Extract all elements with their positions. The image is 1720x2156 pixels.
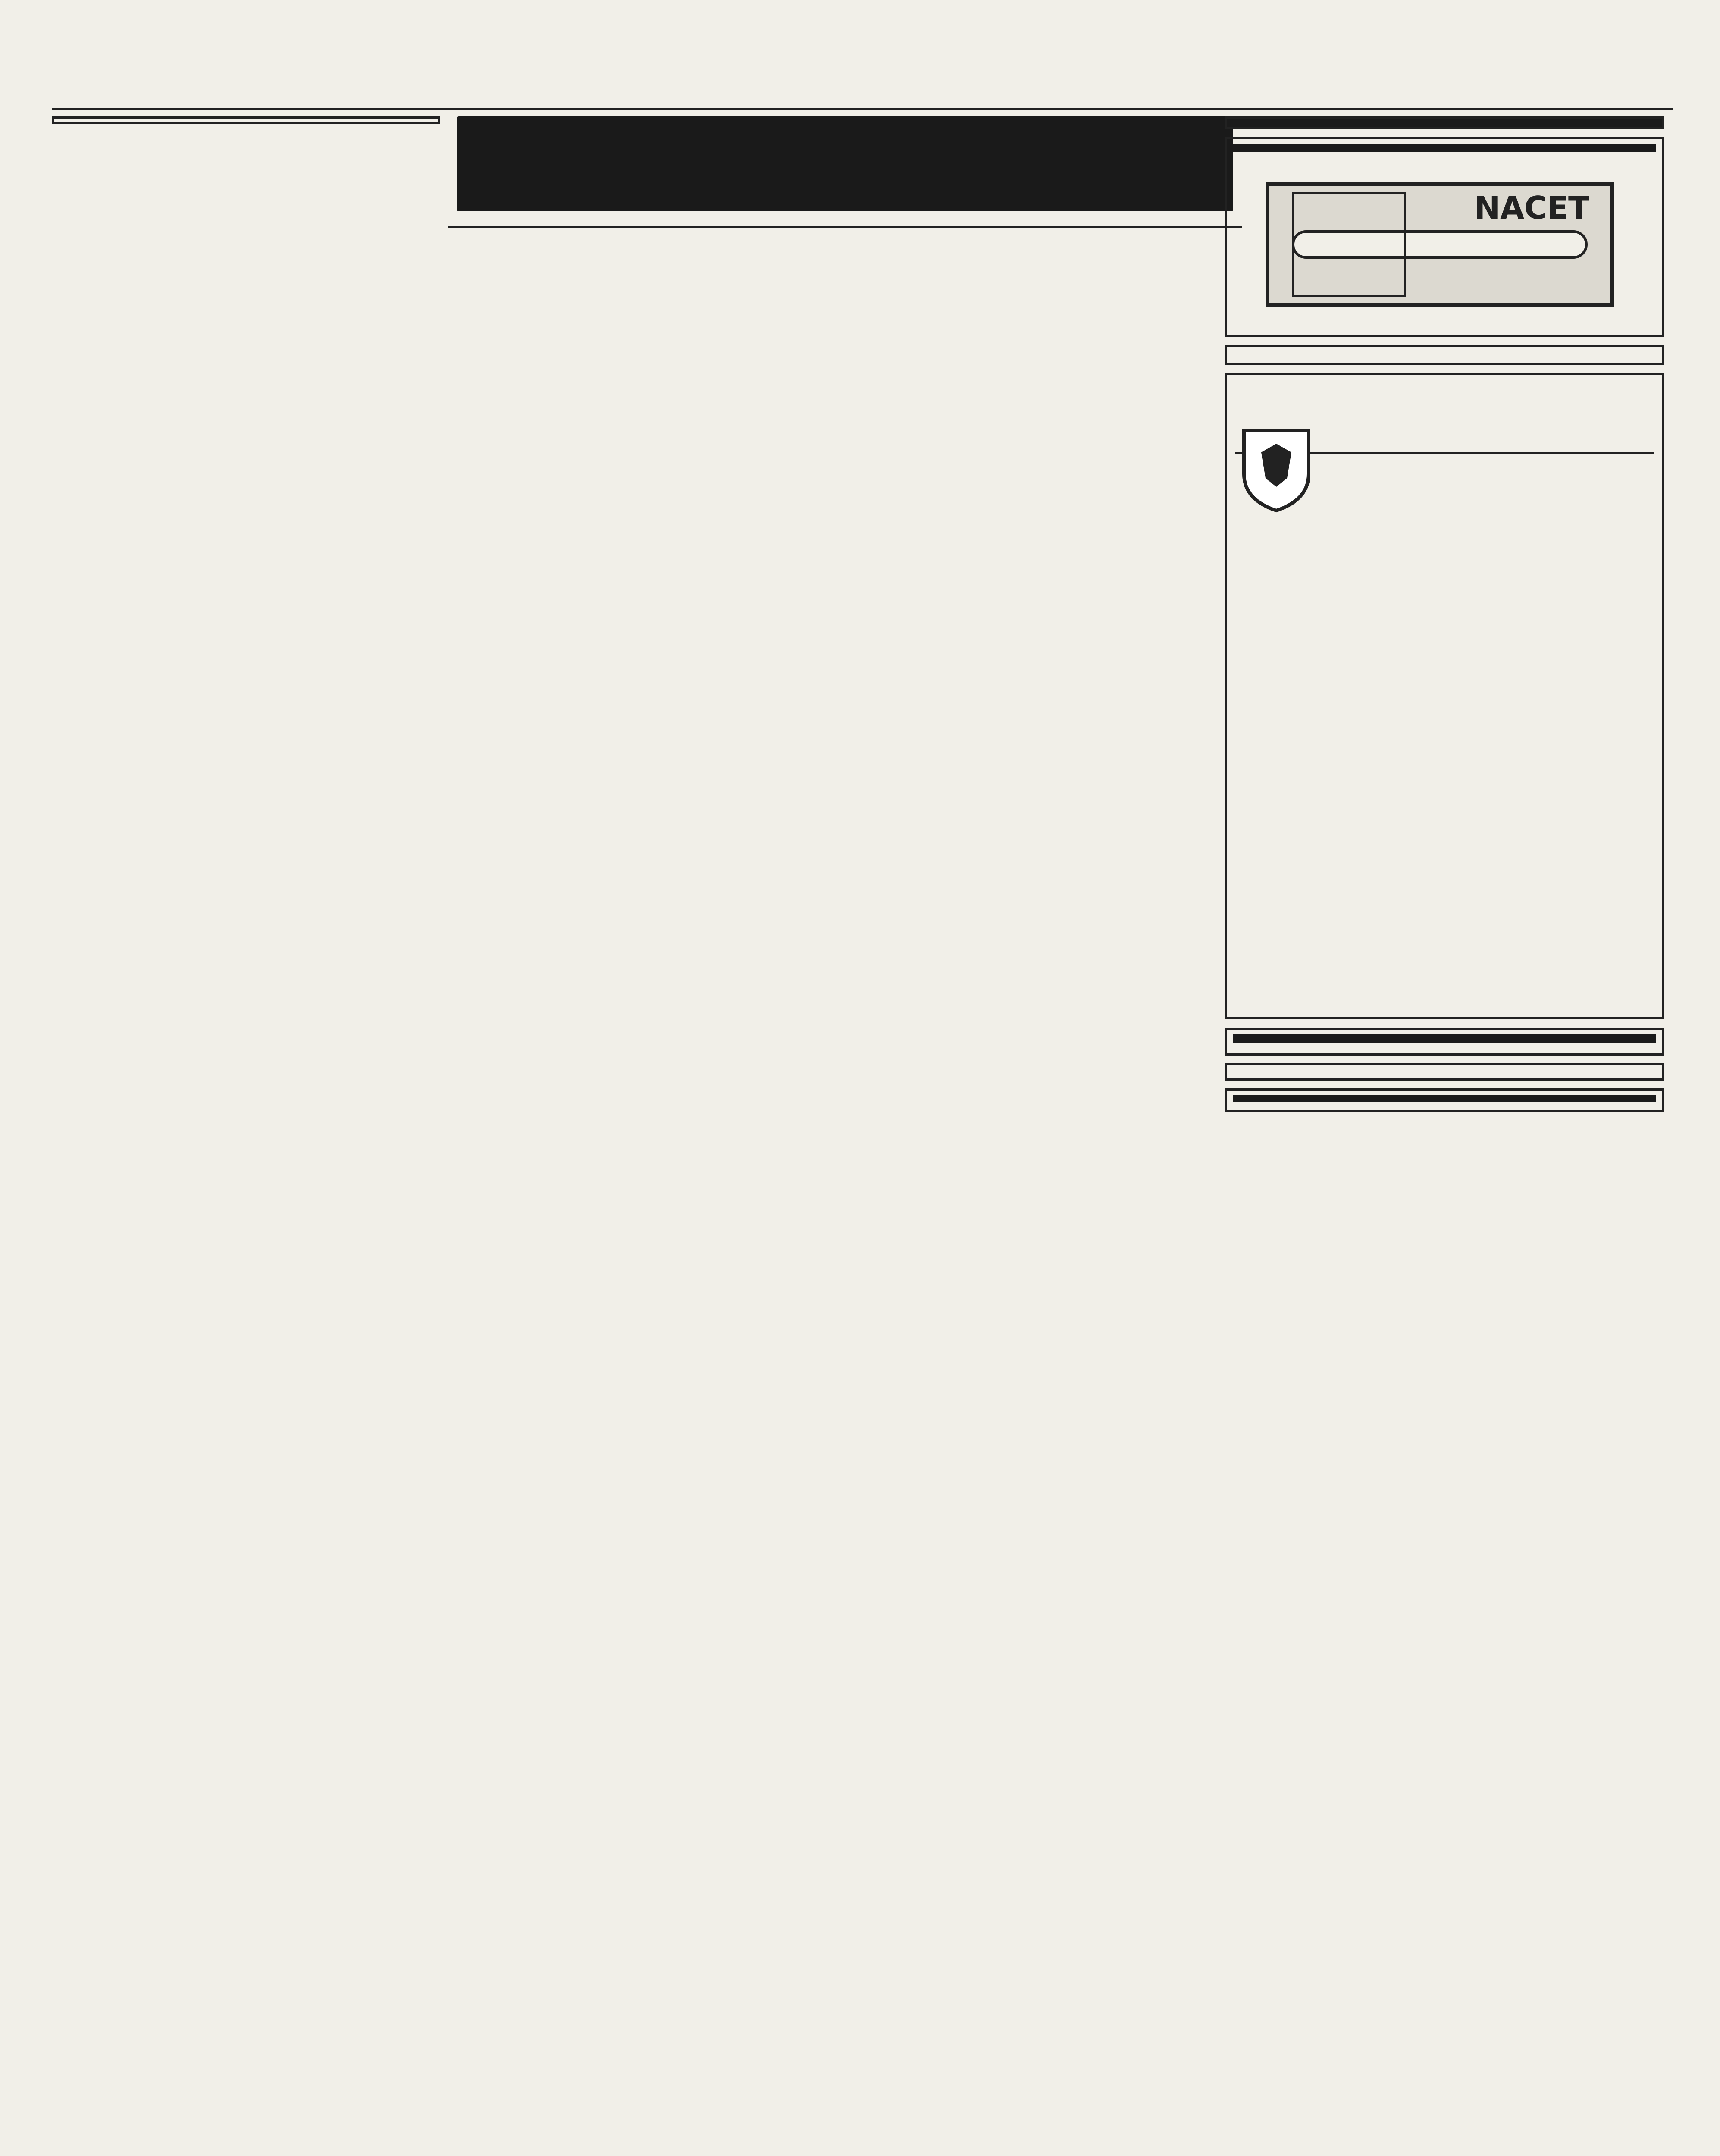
foreign-radio-banner <box>457 116 1233 211</box>
ad-luhacovice <box>1225 116 1664 129</box>
subscribers-title <box>1233 1095 1656 1102</box>
crest-icon <box>1240 426 1313 513</box>
foreign-schedule-right <box>852 216 1242 219</box>
choir-box <box>1225 1063 1664 1081</box>
ad-nacet-brand <box>1233 144 1656 152</box>
column-ads <box>1225 116 1664 2156</box>
svg-text:NACET: NACET <box>1474 190 1590 226</box>
section-divider <box>448 226 1242 228</box>
ad-silisix <box>1225 373 1664 1019</box>
subscribers-box <box>1225 1088 1664 1112</box>
notice-title <box>1233 1034 1656 1043</box>
foreign-schedule-left <box>448 216 839 219</box>
column-radio-domestic <box>52 116 440 2156</box>
ad-murfix <box>1225 345 1664 365</box>
section-title-rozhlas <box>52 116 440 124</box>
banner-text <box>457 116 1233 141</box>
notice-box <box>1225 1028 1664 1056</box>
masthead <box>52 69 1673 110</box>
foreign-schedule <box>448 216 1242 219</box>
razor-blade-icon <box>1233 158 1647 331</box>
column-foreign-radio <box>448 116 1242 2156</box>
ad-nacet <box>1225 137 1664 337</box>
